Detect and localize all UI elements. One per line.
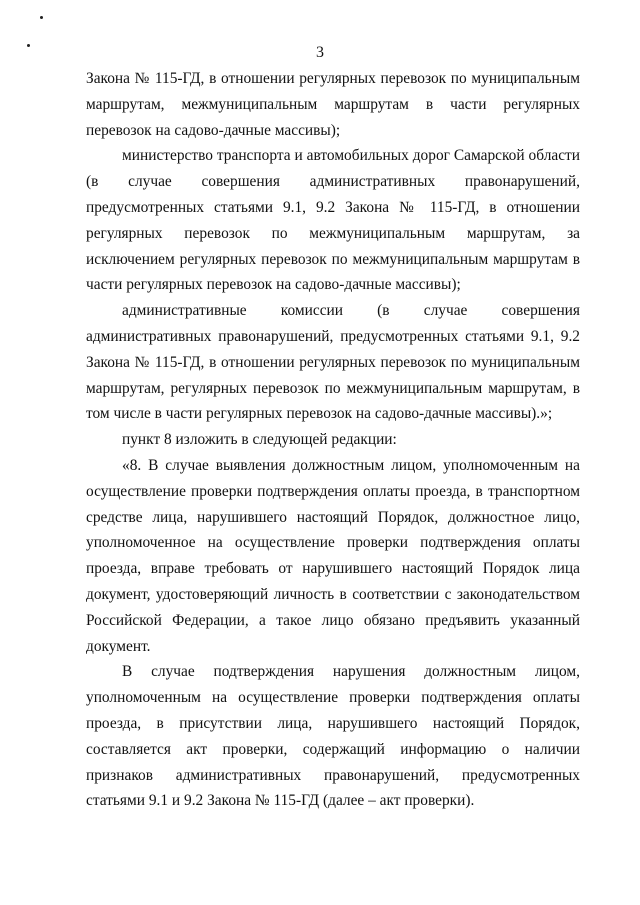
- paragraph-2: министерство транспорта и автомобильных дорог Самарской области (в случае совершения административных правонарушений, предусмотренных статьями 9.1, 9.2 Закона № 115-ГД, в отношении регулярных перевозок по межмуниципальным маршрутам, за исключением регулярных перевозок по межмуниципальным маршрутам в части регулярных перевозок на садово-дачные массивы);: [86, 147, 580, 294]
- document-body: [86, 66, 580, 814]
- paragraph-4: пункт 8 изложить в следующей редакции:: [122, 431, 397, 449]
- paragraph-6: В случае подтверждения нарушения должностным лицом, уполномоченным на осуществление проверки подтверждения оплаты проезда, в присутствии лица, нарушившего настоящий Порядок, составляется акт проверки, содержащий информацию о наличии признаков административных правонарушений, предусмотренных статьями 9.1 и 9.2 Закона № 115-ГД (далее – акт проверки).: [86, 663, 580, 810]
- scan-speck: [40, 16, 43, 19]
- paragraph-3: административные комиссии (в случае совершения административных правонарушений, предусмотренных статьями 9.1, 9.2 Закона № 115-ГД, в отношении регулярных перевозок по муниципальным маршрутам, регулярных перевозок по межмуниципальным маршрутам, в том числе в части регулярных перевозок на садово-дачные массивы).»;: [86, 302, 580, 423]
- page-number: 3: [316, 44, 324, 61]
- paragraph-5: «8. В случае выявления должностным лицом, уполномоченным на осуществление проверки подтверждения оплаты проезда, в транспортном средстве лица, нарушившего настоящий Порядок, должностное лицо, уполномоченное на осуществление проверки подтверждения оплаты проезда, вправе требовать от нарушившего настоящий Порядок лица документ, удостоверяющий личность в соответствии с законодательством Российской Федерации, а такое лицо обязано предъявить указанный документ.: [86, 456, 580, 655]
- paragraph-1: Закона № 115-ГД, в отношении регулярных перевозок по муниципальным маршрутам, межмуниципальным маршрутам в части регулярных перевозок на садово-дачные массивы);: [86, 70, 580, 139]
